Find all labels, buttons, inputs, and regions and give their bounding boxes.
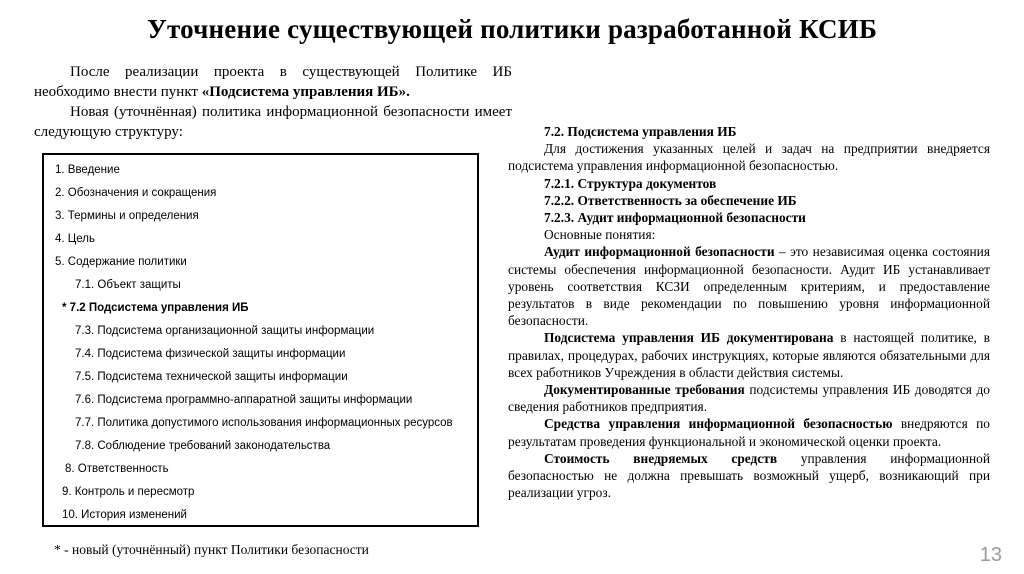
concepts-label: Основные понятия: — [544, 227, 656, 243]
slide-title: Уточнение существующей политики разработанной КСИБ — [146, 14, 878, 44]
toc-item: 7.6. Подсистема программно-аппаратной защиты информации — [75, 394, 413, 406]
definition-means: Средства управления информационной безопасностью внедряются по результатам проведения функциональной и экономической оценки проекта. — [508, 416, 990, 449]
subsection-heading: 7.2.1. Структура документов — [544, 175, 717, 191]
toc-item: 7.1. Объект защиты — [75, 279, 181, 291]
toc-item: 5. Содержание политики — [55, 256, 187, 268]
page-number: 13 — [979, 544, 1002, 566]
toc-item: 10. История изменений — [62, 509, 187, 521]
toc-item: 2. Обозначения и сокращения — [55, 187, 217, 199]
intro-paragraph-1: После реализации проекта в существующей Политике ИБ необходимо внести пункт «Подсистема управления ИБ». — [34, 64, 512, 100]
intro-paragraph-2: Новая (уточнённая) политика информационной безопасности имеет следующую структуру: — [34, 104, 512, 140]
toc-item: 9. Контроль и пересмотр — [62, 486, 195, 498]
toc-item: 7.7. Политика допустимого использования информационных ресурсов — [75, 417, 453, 429]
footnote: * - новый (уточнённый) пункт Политики безопасности — [54, 542, 369, 557]
intro-bold-item: «Подсистема управления ИБ». — [201, 84, 410, 100]
toc-item: 7.8. Соблюдение требований законодательства — [75, 440, 331, 452]
subsection-heading: 7.2.3. Аудит информационной безопасности — [544, 210, 806, 226]
toc-item: 7.5. Подсистема технической защиты информации — [75, 371, 348, 383]
toc-item: 7.3. Подсистема организационной защиты информации — [75, 325, 375, 337]
toc-item: 8. Ответственность — [65, 463, 169, 475]
toc-item: 4. Цель — [55, 233, 96, 245]
policy-structure-box — [42, 153, 479, 527]
definition-documentation: Подсистема управления ИБ документирована в настоящей политике, в правилах, процедурах, рабочих инструкциях, которые являются обязательными для всех работников Учреждения в области действия системы. — [508, 330, 990, 380]
intro-text — [34, 62, 512, 142]
definition-cost: Стоимость внедряемых средств управления информационной безопасностью не должна превышать возможный ущерб, возникающий при реализации угроз. — [508, 450, 990, 501]
toc-item-new: * 7.2 Подсистема управления ИБ — [62, 302, 249, 314]
section-7-2 — [508, 123, 990, 501]
definition-audit: Аудит информационной безопасности – это независимая оценка состояния системы обеспечения информационной безопасности. Аудит ИБ устанавливает уровень соответствия КСЗИ определенным критериям, и предоставление результатов в виде рекомендации по повышению уровня информационной безопасности. — [508, 244, 990, 329]
section-heading: 7.2. Подсистема управления ИБ — [544, 124, 737, 139]
toc-item: 7.4. Подсистема физической защиты информации — [75, 348, 346, 360]
toc-item: 3. Термины и определения — [55, 210, 199, 222]
toc-item: 1. Введение — [55, 164, 120, 176]
definition-requirements: Документированные требования подсистемы управления ИБ доводятся до сведения работников предприятия. — [508, 382, 990, 415]
section-paragraph: Для достижения указанных целей и задач на предприятии внедряется подсистема управления информационной безопасностью. — [508, 141, 990, 174]
subsection-heading: 7.2.2. Ответственность за обеспечение ИБ — [544, 192, 797, 208]
